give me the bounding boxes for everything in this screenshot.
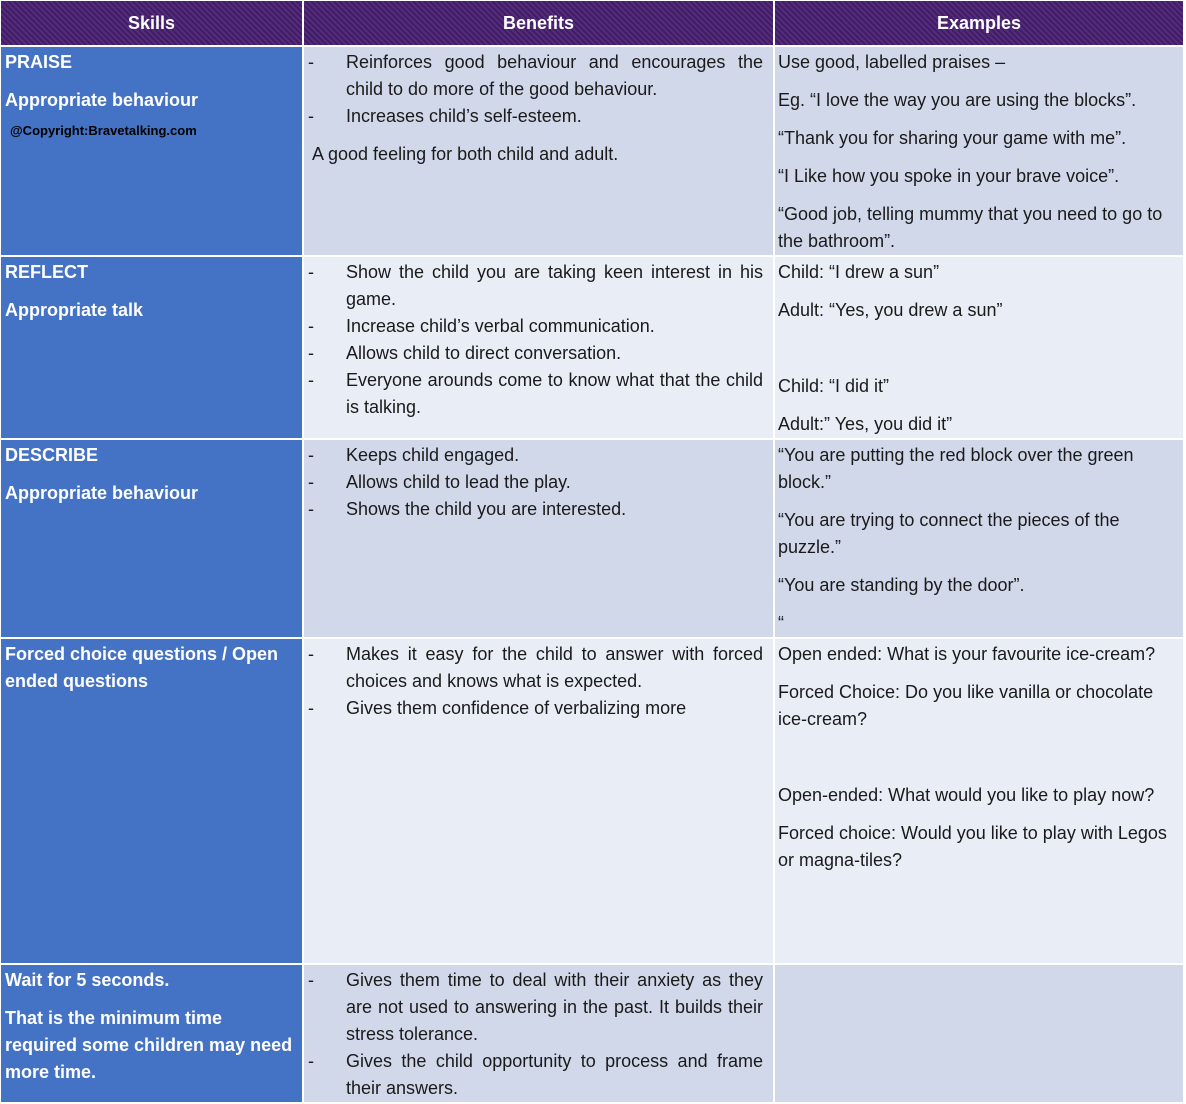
skill-subtitle: That is the minimum time required some children may need more time.: [5, 1008, 293, 1082]
example-line: “Good job, telling mummy that you need to go to the bathroom”.: [778, 204, 1163, 251]
benefits-cell: [303, 439, 774, 638]
examples-cell: [774, 439, 1183, 638]
example-line: Eg. “I love the way you are using the blocks”.: [778, 90, 1137, 110]
benefits-cell: [303, 46, 774, 256]
benefit-item: - Show the child you are taking keen interest in his game.: [308, 262, 763, 309]
examples-cell: [774, 638, 1183, 964]
copyright-text: @Copyright:Bravetalking.com: [10, 123, 197, 138]
benefit-item: - Shows the child you are interested.: [308, 499, 627, 519]
benefit-item: - Keeps child engaged.: [308, 445, 520, 465]
example-line: “I Like how you spoke in your brave voice”.: [778, 166, 1120, 186]
benefit-note: A good feeling for both child and adult.: [312, 144, 619, 164]
skill-cell: [1, 46, 303, 256]
benefit-item: - Allows child to direct conversation.: [308, 343, 622, 363]
example-line: Adult:” Yes, you did it”: [778, 414, 953, 434]
table-row: [1, 256, 1183, 439]
skill-title: Forced choice questions / Open ended questions: [5, 644, 279, 691]
skill-cell: [1, 256, 303, 439]
table-row: [1, 964, 1183, 1103]
skill-title: DESCRIBE: [5, 445, 99, 465]
example-line: Open ended: What is your favourite ice-cream?: [778, 644, 1156, 664]
benefit-item: - Makes it easy for the child to answer with forced choices and knows what is expected.: [308, 644, 763, 691]
example-line: Use good, labelled praises –: [778, 52, 1006, 72]
example-line: “You are putting the red block over the green block.”: [778, 445, 1134, 492]
example-line: Forced choice: Would you like to play with Legos or magna-tiles?: [778, 823, 1167, 870]
skill-cell: [1, 638, 303, 964]
header-examples: Examples: [774, 1, 1183, 46]
skills-table: [1, 1, 1183, 1104]
skill-title: Wait for 5 seconds.: [5, 970, 170, 990]
table-row: [1, 46, 1183, 256]
header-skills: Skills: [1, 1, 303, 46]
examples-cell: [774, 964, 1183, 1103]
example-line: Open-ended: What would you like to play now?: [778, 785, 1155, 805]
skill-subtitle: Appropriate talk: [5, 300, 144, 320]
benefit-item: - Gives them time to deal with their anxiety as they are not used to answering in the past. It builds their stress tolerance.: [308, 970, 763, 1044]
example-line: “You are trying to connect the pieces of the puzzle.”: [778, 510, 1120, 557]
benefits-cell: [303, 638, 774, 964]
examples-cell: [774, 256, 1183, 439]
skill-subtitle: Appropriate behaviour: [5, 483, 199, 503]
benefit-item: - Increase child’s verbal communication.: [308, 316, 655, 336]
header-benefits: Benefits: [303, 1, 774, 46]
example-line: “: [778, 613, 784, 633]
benefit-item: - Reinforces good behaviour and encourages the child to do more of the good behaviour.: [308, 52, 763, 99]
benefit-item: - Gives the child opportunity to process and frame their answers.: [308, 1051, 763, 1098]
example-line: Adult: “Yes, you drew a sun”: [778, 300, 1003, 320]
benefit-item: - Increases child’s self-esteem.: [308, 106, 582, 126]
example-line: “Thank you for sharing your game with me”.: [778, 128, 1127, 148]
benefit-item: - Allows child to lead the play.: [308, 472, 571, 492]
examples-cell: [774, 46, 1183, 256]
benefit-item: - Gives them confidence of verbalizing more: [308, 698, 687, 718]
skill-title: REFLECT: [5, 262, 88, 282]
skill-cell: [1, 964, 303, 1103]
benefits-cell: [303, 964, 774, 1103]
example-line: Forced Choice: Do you like vanilla or chocolate ice-cream?: [778, 682, 1154, 729]
header-row: [1, 1, 1183, 46]
skill-title: PRAISE: [5, 52, 73, 72]
benefits-cell: [303, 256, 774, 439]
example-line: Child: “I did it”: [778, 376, 890, 396]
benefit-item: - Everyone arounds come to know what that the child is talking.: [308, 370, 763, 417]
example-line: Child: “I drew a sun”: [778, 262, 940, 282]
skill-cell: [1, 439, 303, 638]
example-line: “You are standing by the door”.: [778, 575, 1025, 595]
table-row: [1, 439, 1183, 638]
table-row: [1, 638, 1183, 964]
skill-subtitle: Appropriate behaviour: [5, 90, 199, 110]
